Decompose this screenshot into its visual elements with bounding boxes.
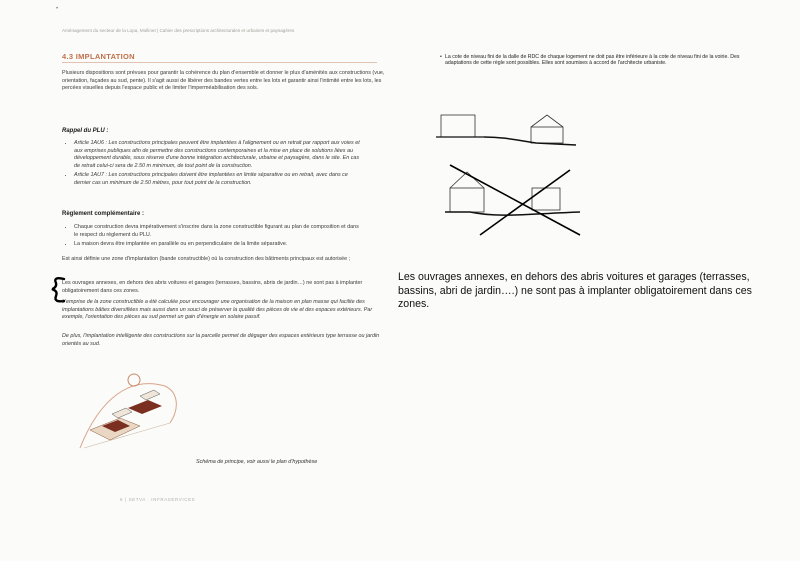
sketch-curve (80, 384, 176, 448)
reglement-heading: Règlement complémentaire : (62, 211, 145, 217)
intro-paragraph: Plusieurs dispositions sont prévues pour garantir la cohérence du plan d'ensemble et donner le plus d'aménités aux constructions (vue, orientation, façades au sud, pente). Il s'agit aussi de libérer des bandes vertes entre les lots et garantir ainsi l'intimité entre les lots, les percées visuelles depuis l'espace public et de limiter l'imperméabilisation des sols. (62, 70, 385, 91)
house-roof (531, 115, 563, 127)
cote-bullet: • (440, 54, 442, 60)
cross-out-line (450, 165, 580, 235)
house-volume (140, 390, 160, 400)
cote-paragraph (440, 54, 765, 67)
house-flat (532, 188, 560, 210)
section-divider (62, 62, 377, 63)
building-block (128, 400, 162, 414)
header-bullet: • (56, 6, 59, 12)
cross-out-line (480, 170, 570, 235)
house-body (450, 188, 484, 212)
cote-text: La cote de niveau fini de la dalle de RDC de chaque logement ne doit pas être inférieure à la cote de niveau fini de la voirie. Des adaptations de cette règle sont possibles. Elles sont soumises à accord de l'architecte urbaniste. (445, 54, 740, 67)
reglement-item: • La maison devra être implantée en parallèle ou en perpendiculaire de la limite séparative. (74, 241, 362, 249)
page-footer: 6 | SETVA . INFRASERVICES (120, 497, 196, 502)
page-header: Aménagement du secteur de la Lopa, Mollinet | Cahier des prescriptions architecturales et urbaines et paysagères (62, 28, 295, 33)
allowed-elevation-diagram (436, 105, 581, 155)
plu-heading: Rappel du PLU : (62, 128, 109, 134)
ground-profile (484, 137, 576, 145)
annexes-paragraph: Les ouvrages annexes, en dehors des abris voitures et garages (terrasses, bassins, abris de jardin…) ne sont pas à implanter obligatoirement dans ces zones. (62, 280, 363, 294)
annotation-note: Les ouvrages annexes, en dehors des abris voitures et garages (terrasses, bassins, abri de jardin….) ne sont pas à implanter obligatoirement dans ces zones. (398, 271, 752, 310)
forbidden-elevation-diagram (440, 160, 585, 240)
plu-list (62, 140, 362, 189)
deplus-paragraph: De plus, l'implantation intelligente des constructions sur la parcelle permet de dégager des espaces extérieurs type terrasse ou jardin orientés au sud. (62, 333, 380, 347)
house-body (531, 127, 563, 143)
emprise-paragraph: L'emprise de la zone constructible a été calculée pour encourager une organisation de la maison en plan masse qui facilite des implantations bâties diversifiées mais aussi dans un souci de préserver la qualité des pièces de vie et des espaces extérieurs. Par exemple, l'orientation des pièces au sud permet un gain d'énergie en solaire passif. (62, 299, 373, 320)
principle-sketch (60, 368, 190, 460)
diagram-caption: Schéma de principe, voir aussi le plan d'hypothèse (196, 459, 318, 465)
house-flat (441, 115, 475, 137)
reglement-list (62, 224, 362, 251)
reglement-item: • Chaque construction devra impérativement s'inscrire dans la zone constructible figurant au plan de composition et dans le respect du règlement du PLU. (74, 224, 362, 239)
section-title: 4.3 IMPLANTATION (62, 52, 135, 61)
plu-item: • Article 1AU6 : Les constructions principales peuvent être implantées à l'alignement ou en retrait par rapport aux voies et aux emprises publiques afin de permettre des constructions contemporaines et la mise en place de solutions liées au développement durable, sous réserve d'une bonne intégration architecturale, urbaine et paysagère, dans le site. En cas de retrait celui-ci sera de 2.50 m minimum, de tout point de la construction. (74, 140, 362, 170)
house-volume (112, 408, 132, 418)
zone-paragraph: Est ainsi définie une zone d'implantation (bande constructible) où la construction des bâtiments principaux est autorisée ; (62, 256, 351, 262)
sun-icon (128, 374, 140, 386)
plu-item: • Article 1AU7 : Les constructions principales doivent être implantées en limite séparative ou en retrait, avec dans ce dernier cas un minimum de 2.50 mètres, pour tout point de la construction. (74, 172, 362, 187)
